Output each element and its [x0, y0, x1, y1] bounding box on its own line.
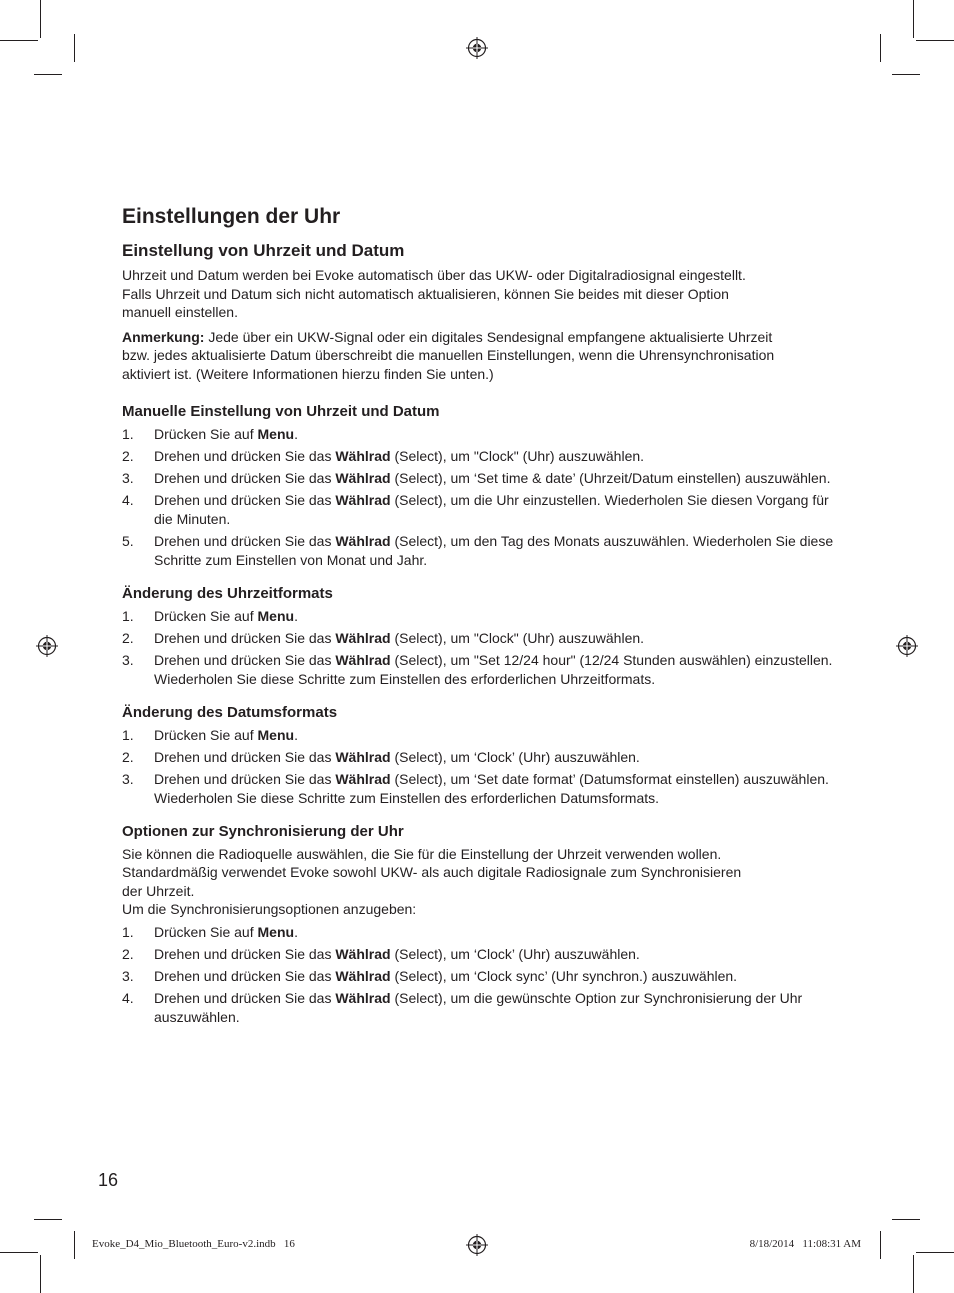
list-item: 3. Drehen und drücken Sie das Wählrad (Select), um "Set 12/24 hour" (12/24 Stunden auswählen) einzustellen. Wiederholen Sie diese Schritte zum Einstellen des erforderlichen Uhrzeitformats.: [122, 651, 833, 687]
section-manual-time-date: [122, 402, 842, 570]
crop-mark: [40, 0, 41, 38]
list-item: 2. Drehen und drücken Sie das Wählrad (Select), um ‘Clock’ (Uhr) auszuwählen.: [122, 748, 640, 765]
list-item: 2. Drehen und drücken Sie das Wählrad (Select), um ‘Clock’ (Uhr) auszuwählen.: [122, 945, 640, 962]
list-item: 3. Drehen und drücken Sie das Wählrad (Select), um ‘Set date format’ (Datumsformat einstellen) auszuwählen. Wiederholen Sie diese Schritte zum Einstellen des erforderlichen Datumsformats.: [122, 770, 829, 806]
note-paragraph: Anmerkung: Jede über ein UKW-Signal oder ein digitales Sendesignal empfangene aktualisierte Uhrzeit bzw. jedes aktualisierte Datum überschreibt die manuellen Einstellungen, wenn die Uhrensynchronisation aktiviert ist. (Weitere Informationen hierzu finden Sie unten.): [122, 328, 775, 382]
subsection-heading: Änderung des Datumsformats: [122, 703, 338, 721]
crop-mark: [40, 1255, 41, 1293]
slug-filename: Evoke_D4_Mio_Bluetooth_Euro-v2.indb 16: [92, 1238, 295, 1250]
crop-mark: [892, 1219, 920, 1220]
crop-mark: [880, 1231, 881, 1259]
slug-timestamp: 8/18/2014 11:08:31 AM: [749, 1238, 861, 1250]
steps-list: [122, 923, 842, 1027]
crop-mark: [913, 0, 914, 38]
list-item: 2. Drehen und drücken Sie das Wählrad (Select), um "Clock" (Uhr) auszuwählen.: [122, 629, 645, 646]
list-item: 3. Drehen und drücken Sie das Wählrad (Select), um ‘Set time & date’ (Uhrzeit/Datum einstellen) auszuwählen.: [122, 469, 831, 486]
crop-mark: [34, 74, 62, 75]
registration-mark-icon: [466, 37, 488, 59]
list-item: 5. Drehen und drücken Sie das Wählrad (Select), um den Tag des Monats auszuwählen. Wiederholen Sie diese Schritte zum Einstellen von Monat und Jahr.: [122, 532, 834, 568]
crop-mark: [74, 1231, 75, 1259]
intro-paragraph: Uhrzeit und Datum werden bei Evoke automatisch über das UKW- oder Digitalradiosignal eingestellt. Falls Uhrzeit und Datum sich nicht automatisch aktualisieren, können Sie beides mit dieser Option manuell einstellen.: [122, 267, 746, 321]
section-clock-sync: [122, 822, 842, 1027]
list-item: 4. Drehen und drücken Sie das Wählrad (Select), um die gewünschte Option zur Synchronisierung der Uhr auszuwählen.: [122, 989, 803, 1025]
sync-intro-paragraph: Sie können die Radioquelle auswählen, die Sie für die Einstellung der Uhrzeit verwenden wollen. Standardmäßig verwendet Evoke sowohl UKW- als auch digitale Radiosignale zum Synchronisieren der Uhrzeit. Um die Synchronisierungsoptionen anzugeben:: [122, 845, 742, 918]
list-item: 1. Drücken Sie auf Menu.: [122, 425, 298, 442]
list-item: 1. Drücken Sie auf Menu.: [122, 607, 298, 624]
note-label: Anmerkung:: [122, 328, 205, 345]
section-time-format: [122, 584, 842, 689]
crop-mark: [916, 40, 954, 41]
crop-mark: [0, 40, 38, 41]
crop-mark: [880, 34, 881, 62]
list-item: 1. Drücken Sie auf Menu.: [122, 726, 298, 743]
steps-list: [122, 425, 842, 570]
registration-mark-icon: [36, 635, 58, 657]
crop-mark: [34, 1219, 62, 1220]
subsection-heading: Änderung des Uhrzeitformats: [122, 584, 333, 602]
page-number: 16: [98, 1170, 119, 1190]
registration-mark-icon: [896, 635, 918, 657]
crop-mark: [74, 34, 75, 62]
crop-mark: [892, 74, 920, 75]
crop-mark: [913, 1255, 914, 1293]
crop-mark: [916, 1252, 954, 1253]
steps-list: [122, 607, 842, 689]
page-title: Einstellungen der Uhr: [122, 205, 341, 228]
steps-list: [122, 726, 842, 808]
section-heading: Einstellung von Uhrzeit und Datum: [122, 241, 405, 260]
page-content: [122, 203, 842, 1030]
section-date-format: [122, 703, 842, 808]
subsection-heading: Manuelle Einstellung von Uhrzeit und Datum: [122, 402, 440, 420]
list-item: 1. Drücken Sie auf Menu.: [122, 923, 298, 940]
list-item: 4. Drehen und drücken Sie das Wählrad (Select), um die Uhr einzustellen. Wiederholen Sie diesen Vorgang für die Minuten.: [122, 491, 829, 527]
registration-mark-icon: [466, 1234, 488, 1256]
subsection-heading: Optionen zur Synchronisierung der Uhr: [122, 822, 404, 840]
list-item: 2. Drehen und drücken Sie das Wählrad (Select), um "Clock" (Uhr) auszuwählen.: [122, 447, 645, 464]
list-item: 3. Drehen und drücken Sie das Wählrad (Select), um ‘Clock sync’ (Uhr synchron.) auszuwählen.: [122, 967, 738, 984]
crop-mark: [0, 1252, 38, 1253]
